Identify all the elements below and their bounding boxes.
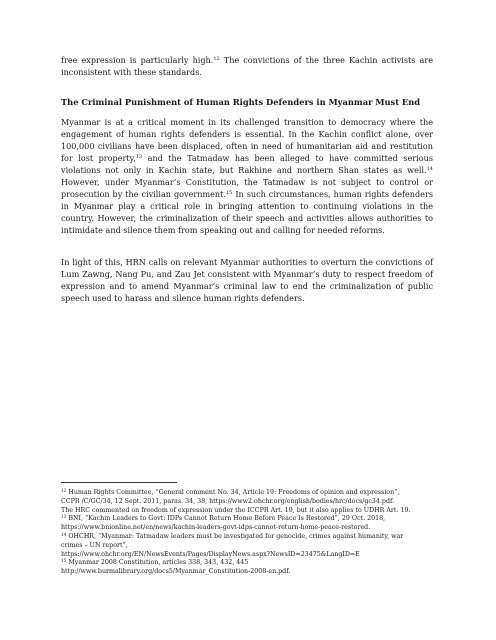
- footnote-number: 13: [61, 514, 67, 520]
- footnote-number: 12: [61, 488, 67, 493]
- footnote-number: 15: [61, 558, 67, 564]
- section-heading: The Criminal Punishment of Human Rights Defenders in Myanmar Must End: [61, 97, 421, 107]
- footnote-text: OHCHR, “Myanmar: Tatmadaw leaders must be investigated for genocide, crimes against humanity, war: [66, 532, 404, 540]
- paragraph-text: The convictions of the three Kachin activists are inconsistent with these standards.: [61, 55, 433, 77]
- footnote-14-line: https://www.ohchr.org/EN/NewsEvents/Pages/DisplayNews.aspx?NewsID=23475&LangID=E: [61, 550, 360, 558]
- body-paragraph-intro: [61, 54, 433, 78]
- footnote-14: [61, 533, 441, 542]
- footnote-14-line: crimes – UN report”,: [61, 541, 128, 549]
- footnote-13: [61, 515, 441, 524]
- footnotes-section: [61, 489, 441, 577]
- footnote-number: 14: [61, 531, 67, 537]
- body-paragraph-call-to-action: In light of this, HRN calls on relevant Myanmar authorities to overturn the convictions of Lum Zawng, Nang Pu, and Zau Jet consistent with Myanmar’s duty to respect freedom of expression and to amend Myanmar’s criminal law to end the criminalization of public speech used to harass and silence human rights defenders.: [61, 257, 433, 303]
- footnote-ref-15: 15: [225, 190, 233, 196]
- footnote-ref-14: 14: [426, 166, 433, 172]
- footnote-12-line: The HRC commented on freedom of expression under the ICCPR Art. 19, but it also applies to UDHR Art. 19.: [61, 506, 411, 514]
- footnote-ref-12: 12: [213, 56, 220, 62]
- paragraph-text: Myanmar is at a critical moment in its challenged transition to democracy where the engagement of human rights defenders is essential. In the Kachin conflict alone, over 100,000 civilians have been displaced, often in need of humanitarian aid and restitution for lost property,: [61, 117, 433, 163]
- footnote-15-line: http://www.burmalibrary.org/docs5/Myanmar_Constitution-2008-en.pdf.: [61, 568, 291, 576]
- footnote-text: Human Rights Committee, “General comment No. 34, Article 19: Freedoms of opinion and expression”,: [66, 489, 400, 496]
- footnote-13-line: https://www.bnionline.net/en/news/kachin-leaders-govt-idps-cannot-return-home-peace-restored.: [61, 524, 371, 532]
- footnote-divider: [61, 482, 177, 483]
- footnote-12: [61, 489, 441, 498]
- paragraph-text: and the Tatmadaw has been alleged to have committed serious violations not only in Kachin state, but Rakhine and northern Shan states as well.: [61, 153, 433, 175]
- paragraph-text: However, under Myanmar’s Constitution, the Tatmadaw is not subject to control or prosecution by the civilian government.: [61, 177, 433, 199]
- footnote-text: Myanmar 2008 Constitution, articles 338, 343, 432, 445: [66, 559, 249, 567]
- body-paragraph-context: [61, 116, 433, 236]
- footnote-ref-13: 13: [135, 154, 143, 160]
- paragraph-text: free expression is particularly high.: [61, 55, 214, 65]
- paragraph-text: In such circumstances, human rights defenders in Myanmar play a critical role in bringing attention to continuing violations in the country. However, the criminalization of their speech and activities allows authorities to intimidate and silence them from speaking out and calling for needed reforms.: [61, 189, 433, 235]
- footnote-12-line: CCPR /C/GC/34, 12 Sept. 2011, paras. 34, 38, https://www2.ohchr.org/english/bodies/hrc/docs/gc34.pdf.: [61, 497, 395, 505]
- footnote-text: BNI, “Kachin Leaders to Govt: IDPs Cannot Return Home Before Peace Is Restored”, 29 Oct. 2018,: [66, 515, 386, 523]
- footnote-15: [61, 559, 441, 568]
